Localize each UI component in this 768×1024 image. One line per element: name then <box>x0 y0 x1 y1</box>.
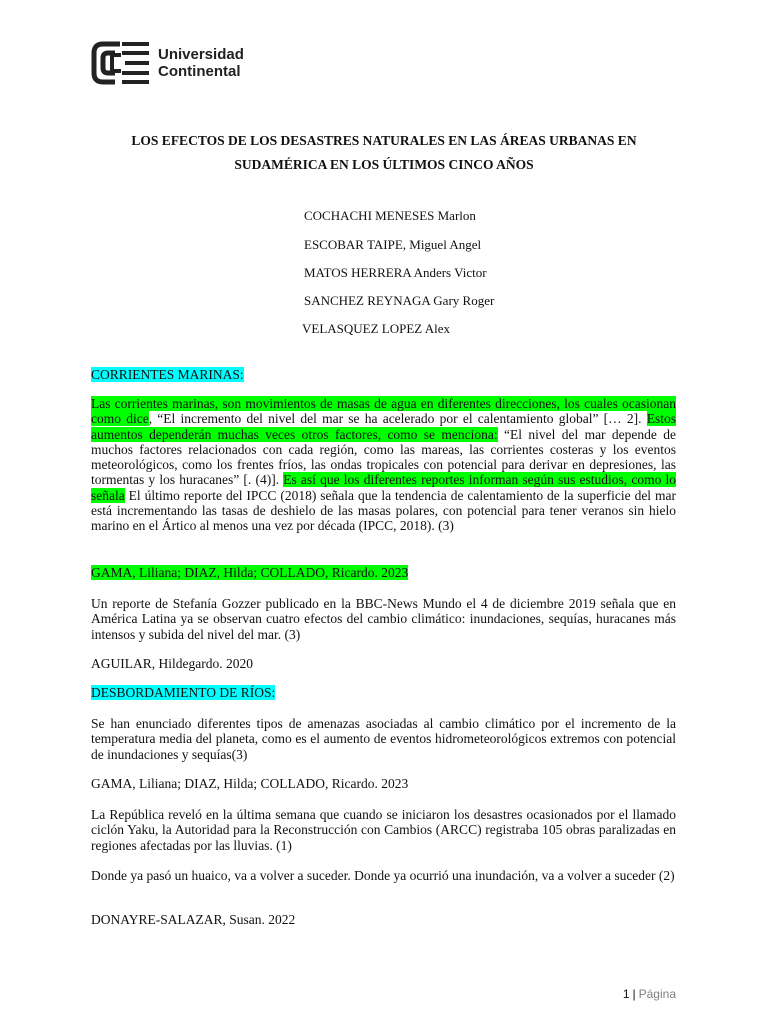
logo-text <box>158 46 244 80</box>
highlight-text: Estos aumentos dependerán muchas veces otros factores, como se menciona: <box>91 411 676 442</box>
reference-4: DONAYRE-SALAZAR, Susan. 2022 <box>91 912 296 927</box>
highlight-text: Las corrientes marinas, son movimientos de masas de agua en diferentes direcciones, los cuales ocasionan como dice <box>91 396 676 427</box>
logo-line-2: Continental <box>158 63 241 80</box>
author-5: VELASQUEZ LOPEZ Alex <box>302 321 451 336</box>
document-title <box>91 129 677 177</box>
page-number: 1 <box>622 987 630 1001</box>
paragraph-huaico: Donde ya pasó un huaico, va a volver a suceder. Donde ya ocurrió una inundación, va a volver a suceder (2) <box>91 868 675 883</box>
reference-3: GAMA, Liliana; DIAZ, Hilda; COLLADO, Ricardo. 2023 <box>91 776 409 791</box>
reference-1: GAMA, Liliana; DIAZ, Hilda; COLLADO, Ricardo. 2023 <box>91 565 409 580</box>
footer-separator: | <box>632 987 636 1001</box>
paragraph-corrientes: Las corrientes marinas, son movimientos de masas de agua en diferentes direcciones, los cuales ocasionan como dice, “El incremento del nivel del mar se ha acelerado por el calentamiento global” [… 2]. Estos aumentos dependerán muchas veces otros factores, como se menciona: “El nivel del mar depende de muchos factores relacionados con cada región, como las mareas, las corrientes costeras y los eventos meteorológicos, como los frentes fríos, las ondas tropicales con potencial para derivar en depresiones, las tormentas y los huracanes” [. (4)]. Es así que los diferentes reportes informan según sus estudios, como lo señala El último reporte del IPCC (2018) señala que la tendencia de calentamiento de la superficie del mar está incrementando las tasas de deshielo de las masas polares, con potencial para tener veranos sin hielo marino en el Ártico al menos una vez por década (IPCC, 2018). (3) <box>91 396 676 534</box>
author-3: MATOS HERRERA Anders Victor <box>304 265 487 280</box>
author-1: COCHACHI MENESES Marlon <box>304 208 476 223</box>
university-logo <box>91 41 244 85</box>
section-heading-corrientes: CORRIENTES MARINAS: <box>91 367 244 382</box>
section-heading-desbordamiento: DESBORDAMIENTO DE RÍOS: <box>91 685 276 700</box>
logo-line-1: Universidad <box>158 46 244 63</box>
paragraph-bbc: Un reporte de Stefanía Gozzer publicado en la BBC-News Mundo el 4 de diciembre 2019 señala que en América Latina ya se observan cuatro efectos del cambio climático: inundaciones, sequías, huracanes más intensos y subida del nivel del mar. (3) <box>91 596 676 642</box>
page-footer <box>623 987 676 1001</box>
page-word: Página <box>638 987 676 1001</box>
title-line-2: SUDAMÉRICA EN LOS ÚLTIMOS CINCO AÑOS <box>234 157 534 172</box>
university-logo-icon <box>91 41 151 85</box>
paragraph-amenazas: Se han enunciado diferentes tipos de amenazas asociadas al cambio climático por el incremento de la temperatura media del planeta, como es el aumento de eventos hidrometeorológicos extremos con potencial de inundaciones y sequías(3) <box>91 716 676 762</box>
reference-2: AGUILAR, Hildegardo. 2020 <box>91 656 253 671</box>
paragraph-republica: La República reveló en la última semana que cuando se iniciaron los desastres ocasionados por el llamado ciclón Yaku, la Autoridad para la Reconstrucción con Cambios (ARCC) registraba 105 obras paralizadas en regiones afectadas por las lluvias. (1) <box>91 807 676 853</box>
title-line-1: LOS EFECTOS DE LOS DESASTRES NATURALES EN LAS ÁREAS URBANAS EN <box>131 133 637 148</box>
author-2: ESCOBAR TAIPE, Miguel Angel <box>304 237 482 252</box>
highlight-text: Es así que los diferentes reportes informan según sus estudios, como lo señala <box>91 472 676 503</box>
author-4: SANCHEZ REYNAGA Gary Roger <box>304 293 495 308</box>
